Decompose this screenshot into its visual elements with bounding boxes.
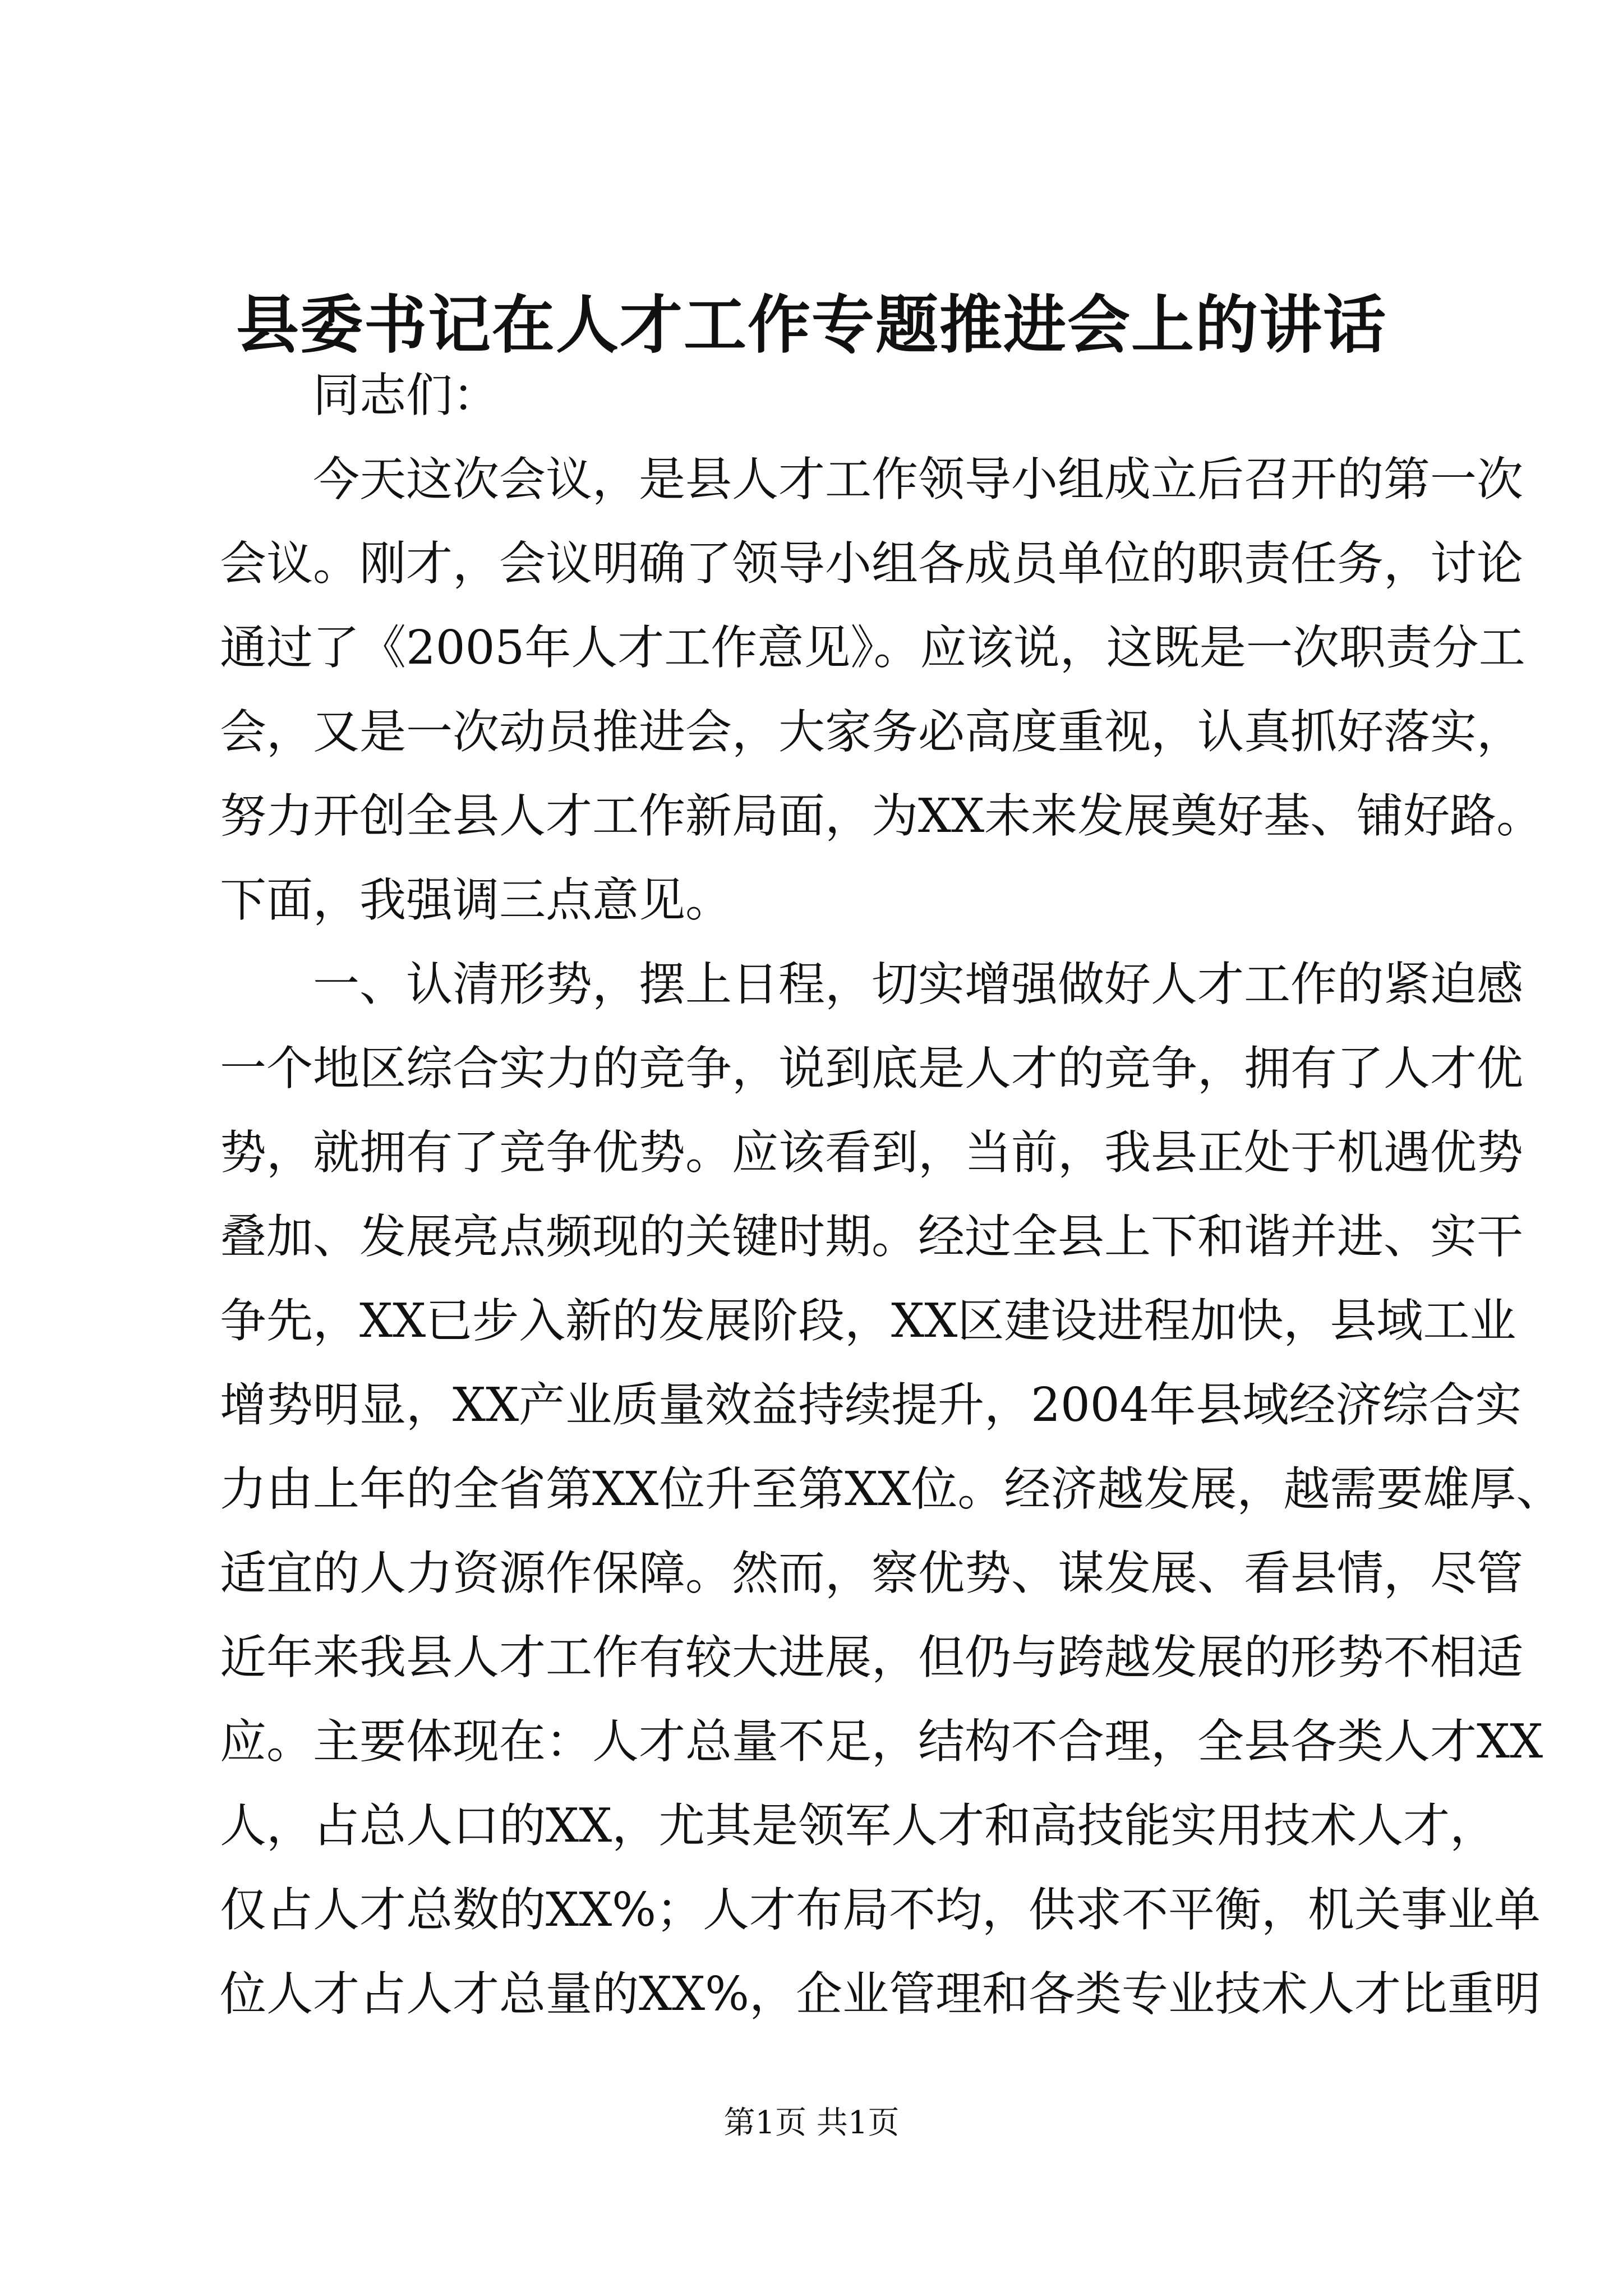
paragraph-line: 适宜的人力资源作保障。然而，察优势、谋发展、看县情，尽管 — [220, 1546, 1523, 1600]
page-number-footer: 第1页 共1页 — [723, 2105, 900, 2141]
paragraph-line: 力由上年的全省第XX位升至第XX位。经济越发展，越需要雄厚、 — [220, 1462, 1563, 1516]
paragraph-line: 今天这次会议，是县人才工作领导小组成立后召开的第一次 — [313, 452, 1523, 507]
salutation: 同志们： — [313, 368, 499, 422]
document-title: 县委书记在人才工作专题推进会上的讲话 — [236, 288, 1387, 362]
paragraph-line: 努力开创全县人才工作新局面，为XX未来发展奠好基、铺好路。 — [220, 789, 1543, 843]
section-heading: 一、认清形势，摆上日程，切实增强做好人才工作的紧迫感 — [313, 957, 1523, 1011]
paragraph-line: 增势明显，XX产业质量效益持续提升，2004年县域经济综合实 — [220, 1378, 1522, 1432]
paragraph-line: 叠加、发展亮点频现的关键时期。经过全县上下和谐并进、实干 — [220, 1209, 1523, 1264]
paragraph-line: 位人才占人才总量的XX%，企业管理和各类专业技术人才比重明 — [220, 1967, 1541, 2021]
paragraph-line: 下面，我强调三点意见。 — [220, 873, 732, 927]
document-body — [220, 353, 1563, 2036]
paragraph-line: 仅占人才总数的XX%；人才布局不均，供求不平衡，机关事业单 — [220, 1883, 1541, 1937]
paragraph-line: 一个地区综合实力的竞争，说到底是人才的竞争，拥有了人才优 — [220, 1041, 1523, 1096]
paragraph-line: 人，占总人口的XX，尤其是领军人才和高技能实用技术人才， — [220, 1798, 1497, 1853]
paragraph-line: 会，又是一次动员推进会，大家务必高度重视，认真抓好落实， — [220, 705, 1523, 759]
paragraph-line: 会议。刚才，会议明确了领导小组各成员单位的职责任务，讨论 — [220, 536, 1523, 591]
paragraph-line: 争先，XX已步入新的发展阶段，XX区建设进程加快，县域工业 — [220, 1294, 1516, 1348]
paragraph-line: 应。主要体现在：人才总量不足，结构不合理，全县各类人才XX — [220, 1714, 1543, 1769]
paragraph-line: 近年来我县人才工作有较大进展，但仍与跨越发展的形势不相适 — [220, 1630, 1523, 1685]
paragraph-line: 通过了《2005年人才工作意见》。应该说，这既是一次职责分工 — [220, 620, 1525, 675]
paragraph-line: 势，就拥有了竞争优势。应该看到，当前，我县正处于机遇优势 — [220, 1125, 1523, 1180]
